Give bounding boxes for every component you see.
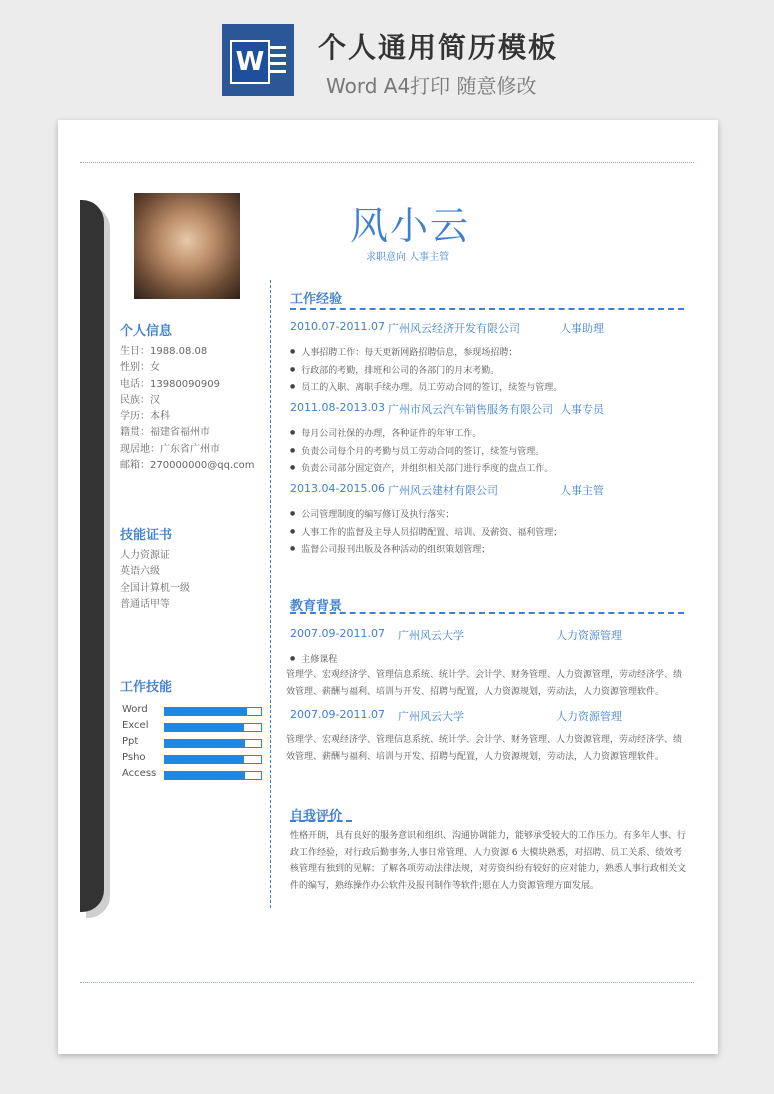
candidate-name: 风小云 [350, 204, 471, 248]
personal-line: 性别：女 [120, 362, 160, 374]
personal-line: 学历：本科 [120, 411, 170, 423]
edu-major: 人力资源管理 [556, 710, 622, 723]
skill-level-bar [164, 707, 262, 716]
job-duties [290, 344, 562, 397]
job-duties [290, 506, 562, 559]
job-role: 人事主管 [560, 484, 604, 497]
duty-item: ● 监督公司报刊出版及各种活动的组织策划管理； [290, 541, 562, 559]
edu-period: 2007.09-2011.07 [290, 627, 385, 640]
certs-heading: 技能证书 [120, 528, 173, 543]
duty-item: ● 人事招聘工作：每天更新网路招聘信息，参现场招聘； [290, 344, 562, 362]
skill-label: Excel [122, 720, 149, 731]
self-eval-heading: 自我评价 [290, 809, 343, 824]
skill-level-bar [164, 739, 262, 748]
skill-label: Word [122, 704, 148, 715]
profile-photo [134, 193, 240, 299]
job-role: 人事助理 [560, 322, 604, 335]
personal-line: 籍贯：福建省福州市 [120, 427, 210, 439]
skill-level-bar [164, 723, 262, 732]
personal-info-heading: 个人信息 [120, 324, 173, 339]
skill-level-fill [165, 772, 245, 779]
skill-label: Access [122, 768, 157, 779]
duty-item: ● 员工的入职、离职手续办理。员工劳动合同的签订，续签与管理。 [290, 379, 562, 397]
duty-item: ● 负责公司每个月的考勤与员工劳动合同的签订，续签与管理。 [290, 443, 553, 461]
column-divider [270, 280, 271, 908]
job-period: 2011.08-2013.03 [290, 401, 385, 414]
work-heading: 工作经验 [290, 292, 343, 307]
education-heading-rule [290, 612, 684, 614]
edu-school: 广州风云大学 [398, 629, 464, 642]
skill-level-fill [165, 756, 244, 763]
job-role: 人事专员 [560, 403, 604, 416]
left-decor-bar [80, 200, 104, 912]
job-company: 广州风云经济开发有限公司 [388, 322, 520, 335]
skill-level-fill [165, 708, 247, 715]
personal-line: 民族：汉 [120, 394, 160, 406]
edu-courses: 管理学、宏观经济学、管理信息系统、统计学、会计学、财务管理、人力资源管理，劳动经济学、绩效管理、薪酬与福利、培训与开发、招聘与配置，人力资源规划，劳动法，人力资源管理软件。 [286, 735, 683, 762]
skill-level-fill [165, 740, 245, 747]
resume-page [58, 120, 718, 1054]
job-period: 2013.04-2015.06 [290, 482, 385, 495]
cert-line: 全国计算机一级 [120, 582, 190, 594]
duty-item: ● 公司管理制度的编写修订及执行落实； [290, 506, 562, 524]
education-heading: 教育背景 [290, 599, 343, 614]
duty-item: ● 负责公司部分固定资产，并组织相关部门进行季度的盘点工作。 [290, 460, 553, 478]
edu-period: 2007.09-2011.07 [290, 708, 385, 721]
top-divider [80, 162, 694, 163]
duty-item: ● 行政部的考勤，排班和公司的各部门的月末考勤。 [290, 362, 562, 380]
banner-subtitle: Word A4打印 随意修改 [326, 74, 537, 98]
personal-info-list [120, 344, 255, 474]
work-heading-rule [290, 308, 684, 310]
duty-item: ● 人事工作的监督及主导人员招聘配置、培训、及薪资、福利管理； [290, 524, 562, 542]
skill-level-bar [164, 771, 262, 780]
job-period: 2010.07-2011.07 [290, 320, 385, 333]
edu-bullets [290, 651, 337, 669]
edu-major: 人力资源管理 [556, 629, 622, 642]
duty-item: ● 每月公司社保的办理，各种证件的年审工作。 [290, 425, 553, 443]
skill-label: Ppt [122, 736, 139, 747]
edu-school: 广州风云大学 [398, 710, 464, 723]
skill-level-fill [165, 724, 244, 731]
job-company: 广州风云建材有限公司 [388, 484, 498, 497]
certs-list [120, 548, 190, 613]
word-logo-icon [222, 24, 294, 96]
cert-line: 人力资源证 [120, 550, 170, 561]
skill-level-bar [164, 755, 262, 764]
cert-line: 普通话甲等 [120, 598, 170, 610]
edu-courses: 管理学、宏观经济学、管理信息系统、统计学、会计学、财务管理、人力资源管理，劳动经济学、绩效管理、薪酬与福利、培训与开发、招聘与配置，人力资源规划，劳动法，人力资源管理软件。 [286, 670, 683, 697]
personal-line: 现居地：广东省广州市 [120, 443, 220, 455]
job-duties [290, 425, 553, 478]
header-banner [0, 0, 774, 118]
cert-line: 英语六级 [120, 566, 160, 578]
skill-label: Psho [122, 752, 146, 763]
word-logo-letter: W [230, 40, 270, 84]
skills-heading: 工作技能 [120, 680, 173, 695]
job-intent: 求职意向 人事主管 [366, 252, 450, 263]
job-company: 广州市风云汽车销售服务有限公司 [388, 403, 553, 416]
bottom-divider [80, 982, 694, 983]
self-eval-text: 性格开朗，具有良好的服务意识和组织、沟通协调能力，能够承受较大的工作压力。有多年人事、行政工作经验，对行政后勤事务,人事日常管理、人力资源 6 大模块熟悉，对招聘、员工关系、绩效考核管理有独到的见解；了解各项劳动法律法规，对劳资纠纷有较好的应对能力，熟悉人事行政相关文件的编写，熟练操作办公软件及报刊制作等软件;愿在人力资源管理方面发展。 [290, 831, 687, 891]
banner-title: 个人通用简历模板 [318, 31, 559, 64]
personal-line: 生日：1988.08.08 [120, 346, 208, 357]
edu-bullet: ● 主修课程 [290, 651, 337, 669]
personal-line: 邮箱：270000000@qq.com [120, 460, 255, 472]
personal-line: 电话：13980090909 [120, 378, 220, 390]
self-eval-heading-rule [290, 820, 352, 822]
